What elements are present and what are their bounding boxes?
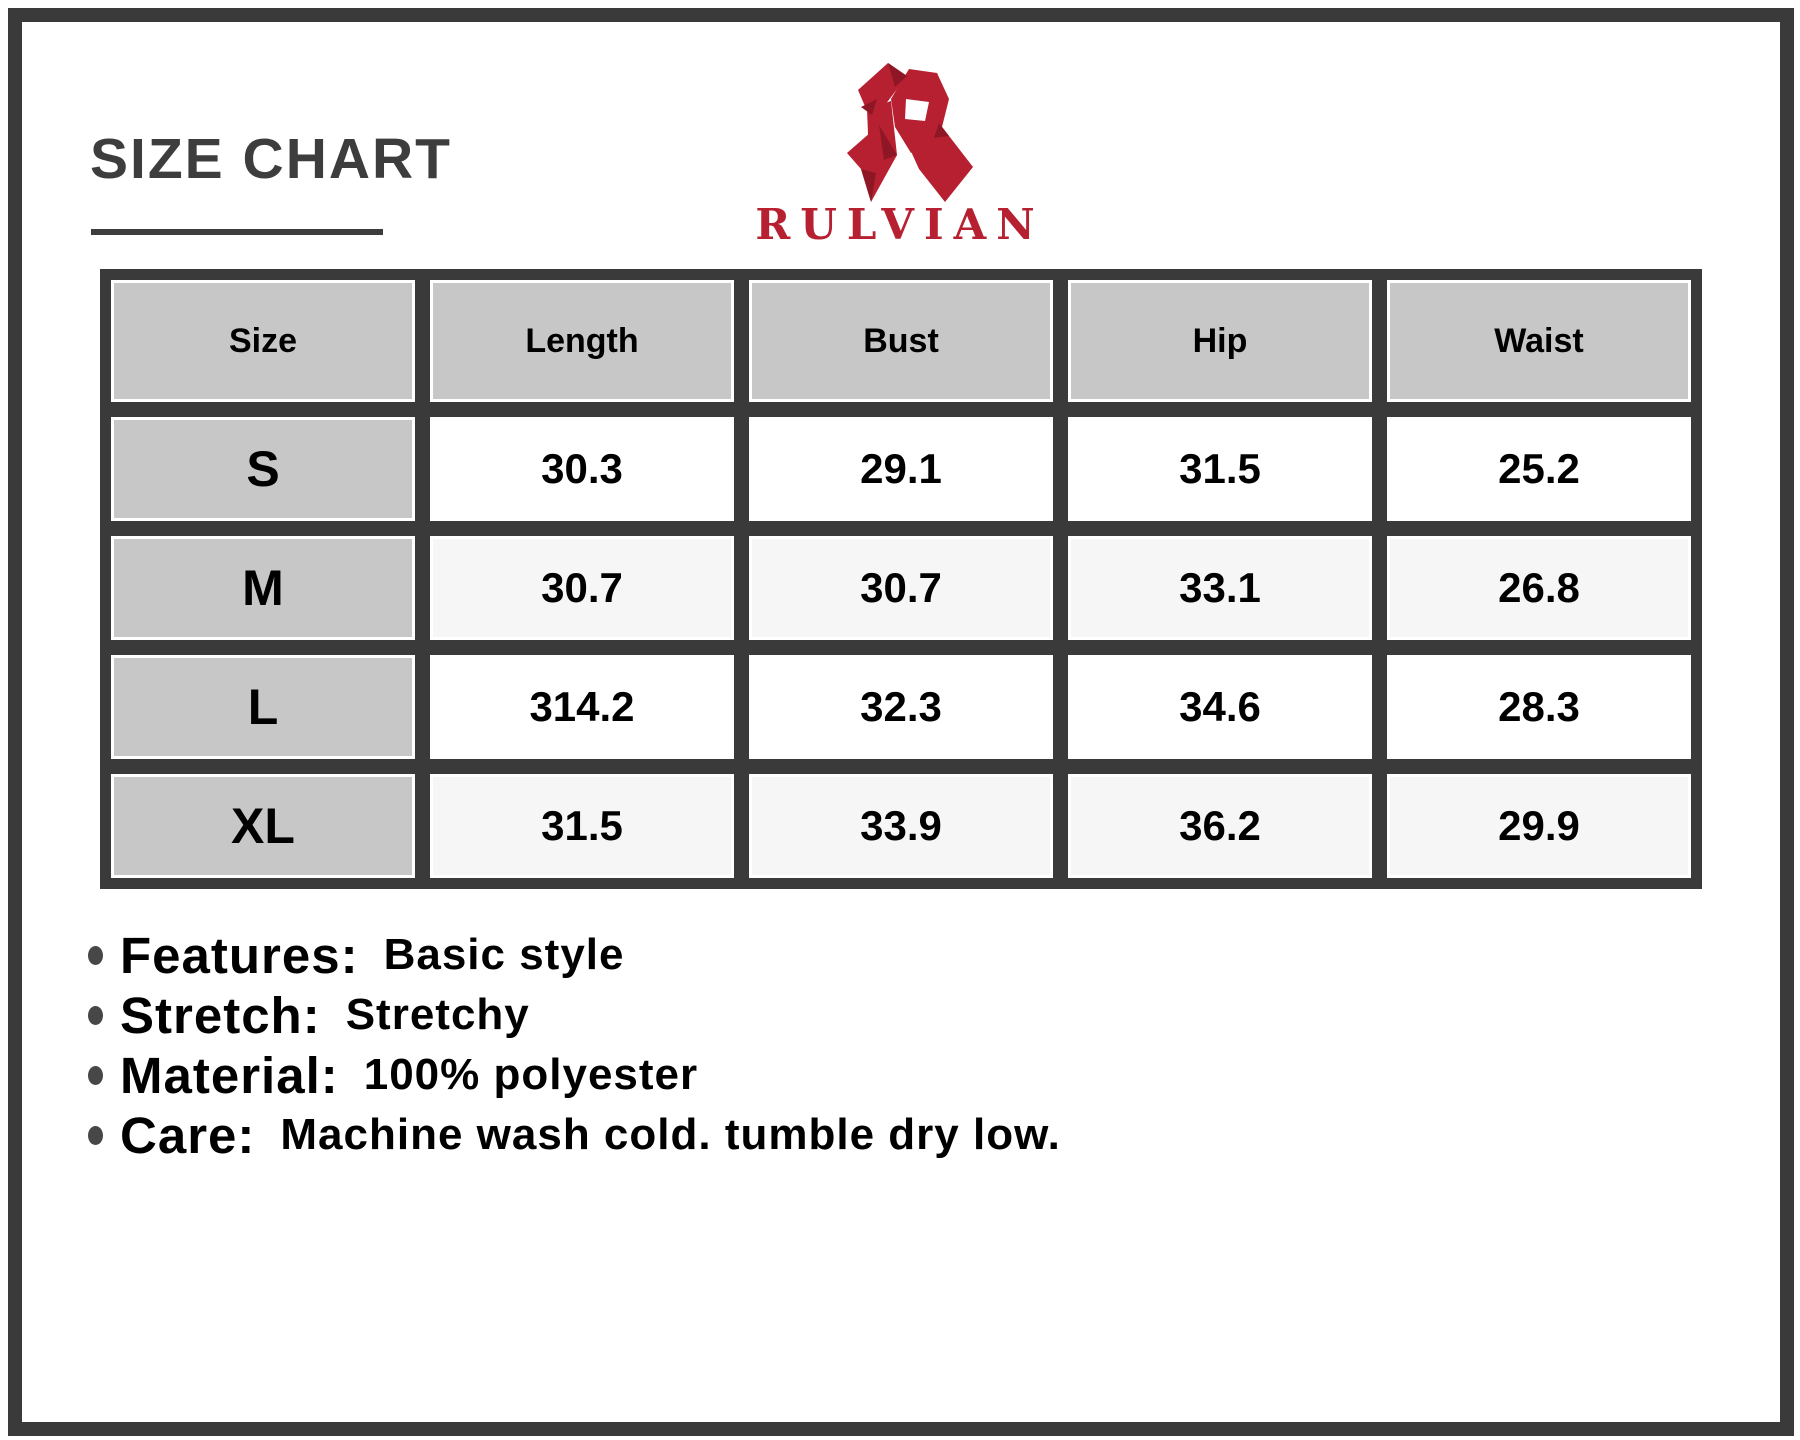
row-label-xl: XL xyxy=(111,774,415,878)
size-chart-table xyxy=(100,269,1702,889)
page-title: SIZE CHART xyxy=(90,127,452,191)
cell-l-bust: 32.3 xyxy=(749,655,1053,759)
cell-m-waist: 26.8 xyxy=(1387,536,1691,640)
cell-xl-bust: 33.9 xyxy=(749,774,1053,878)
cell-s-waist: 25.2 xyxy=(1387,417,1691,521)
cell-xl-hip: 36.2 xyxy=(1068,774,1372,878)
bullet-icon xyxy=(88,1066,103,1085)
cell-m-bust: 30.7 xyxy=(749,536,1053,640)
detail-label: Stretch: xyxy=(120,986,321,1044)
title-underline xyxy=(91,229,383,235)
cell-m-length: 30.7 xyxy=(430,536,734,640)
detail-item-features xyxy=(88,926,1061,984)
cell-s-bust: 29.1 xyxy=(749,417,1053,521)
detail-item-care xyxy=(88,1106,1061,1164)
cell-xl-length: 31.5 xyxy=(430,774,734,878)
brand-logo-icon xyxy=(845,62,995,204)
detail-value: Machine wash cold. tumble dry low. xyxy=(280,1110,1061,1159)
cell-l-length: 314.2 xyxy=(430,655,734,759)
detail-item-stretch xyxy=(88,986,1061,1044)
detail-value: 100% polyester xyxy=(363,1050,699,1099)
cell-s-length: 30.3 xyxy=(430,417,734,521)
details-list xyxy=(88,926,1061,1172)
column-header-hip: Hip xyxy=(1068,280,1372,402)
cell-m-hip: 33.1 xyxy=(1068,536,1372,640)
cell-l-waist: 28.3 xyxy=(1387,655,1691,759)
row-label-l: L xyxy=(111,655,415,759)
brand-wordmark: RULVIAN xyxy=(755,200,1045,249)
column-header-size: Size xyxy=(111,280,415,402)
detail-value: Stretchy xyxy=(345,990,530,1039)
bullet-icon xyxy=(88,946,103,965)
column-header-waist: Waist xyxy=(1387,280,1691,402)
column-header-length: Length xyxy=(430,280,734,402)
row-label-s: S xyxy=(111,417,415,521)
cell-s-hip: 31.5 xyxy=(1068,417,1372,521)
column-header-bust: Bust xyxy=(749,280,1053,402)
bullet-icon xyxy=(88,1006,103,1025)
detail-item-material xyxy=(88,1046,1061,1104)
bullet-icon xyxy=(88,1126,103,1145)
detail-value: Basic style xyxy=(383,930,625,979)
detail-label: Features: xyxy=(120,926,359,984)
cell-l-hip: 34.6 xyxy=(1068,655,1372,759)
detail-label: Care: xyxy=(120,1106,256,1164)
row-label-m: M xyxy=(111,536,415,640)
cell-xl-waist: 29.9 xyxy=(1387,774,1691,878)
detail-label: Material: xyxy=(120,1046,339,1104)
